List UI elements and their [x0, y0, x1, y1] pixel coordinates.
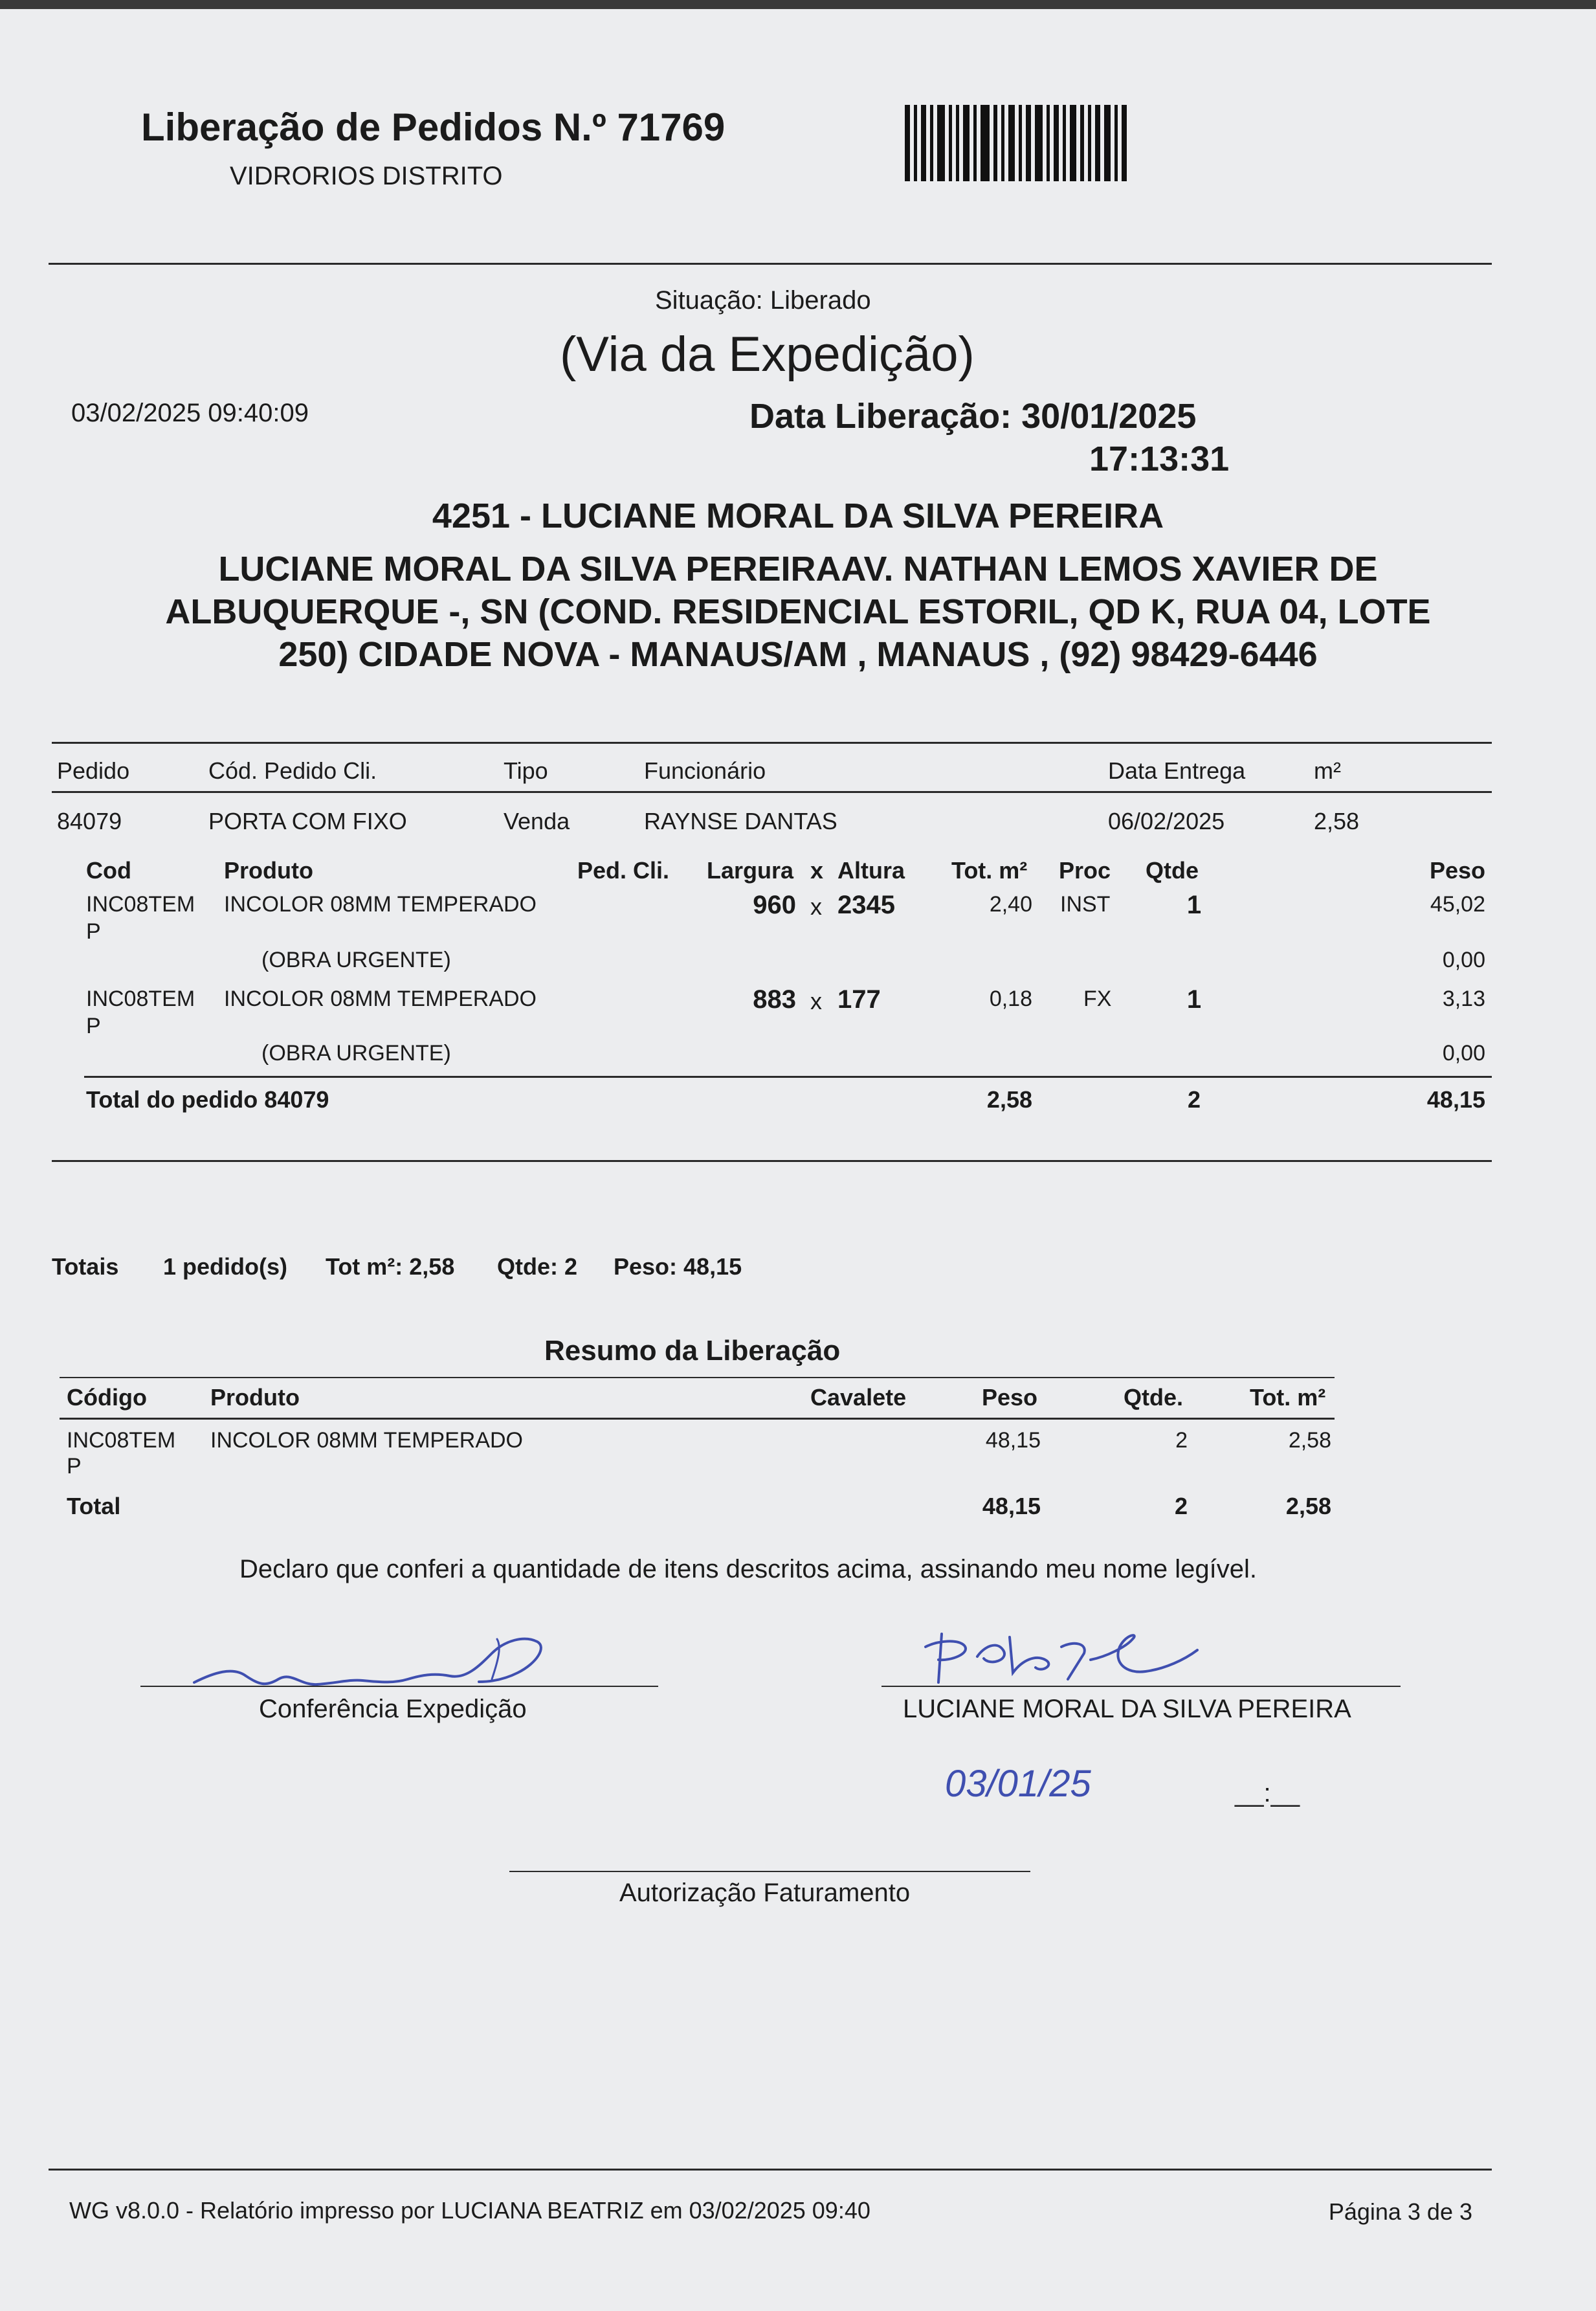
items-col-cod: Cod: [86, 857, 131, 884]
items-col-tot-m2: Tot. m²: [951, 857, 1028, 884]
summary-row-peso: 48,15: [985, 1428, 1041, 1453]
situation-label: Situação: Liberado: [655, 286, 871, 315]
summary-row-produto: INCOLOR 08MM TEMPERADO: [210, 1428, 524, 1453]
totals-peso: Peso: 48,15: [614, 1253, 742, 1280]
summary-row-qtde: 2: [1175, 1428, 1188, 1453]
order-total-m2: 2,58: [986, 1086, 1032, 1113]
item-2-produto: INCOLOR 08MM TEMPERADO: [224, 987, 537, 1011]
footer-page-number: Página 3 de 3: [1328, 2198, 1472, 2225]
item-2-x: x: [810, 988, 822, 1014]
items-col-proc: Proc: [1059, 857, 1111, 884]
copy-label: (Via da Expedição): [560, 327, 975, 382]
items-col-qtde: Qtde: [1146, 857, 1199, 884]
order-tipo: Venda: [504, 808, 570, 834]
items-col-largura: Largura: [707, 857, 794, 884]
totals-orders: 1 pedido(s): [163, 1253, 288, 1280]
items-col-x: x: [810, 857, 824, 884]
items-col-peso: Peso: [1429, 857, 1485, 884]
item-1-qtde: 1: [1186, 891, 1202, 919]
summary-row-codigo: INC08TEM: [67, 1428, 176, 1453]
document-page: [0, 9, 1596, 2311]
signature-label-right: LUCIANE MORAL DA SILVA PEREIRA: [903, 1695, 1351, 1723]
summary-col-cavalete: Cavalete: [810, 1384, 907, 1411]
item-2-peso: 3,13: [1442, 987, 1485, 1011]
item-2-note: (OBRA URGENTE): [261, 1041, 451, 1066]
col-cod-pedido-cli: Cód. Pedido Cli.: [208, 757, 377, 784]
item-1-proc: INST: [1060, 892, 1111, 917]
release-time: 17:13:31: [1089, 440, 1230, 478]
summary-header-line: [60, 1418, 1335, 1420]
item-2-cod: INC08TEM: [86, 987, 195, 1011]
item-2-cod-cont: P: [86, 1014, 101, 1038]
customer-address-line1: LUCIANE MORAL DA SILVA PEREIRAAV. NATHAN LEMOS XAVIER DE: [218, 550, 1378, 588]
company-name: VIDRORIOS DISTRITO: [230, 162, 503, 190]
item-1-cod: INC08TEM: [86, 892, 195, 917]
items-col-altura: Altura: [837, 857, 905, 884]
item-1-peso: 45,02: [1430, 892, 1485, 917]
summary-total-qtde: 2: [1174, 1493, 1188, 1519]
order-pedido: 84079: [57, 808, 122, 834]
order-total-qtde: 2: [1187, 1086, 1201, 1113]
items-col-ped-cli: Ped. Cli.: [577, 857, 670, 884]
summary-row-codigo-cont: P: [67, 1454, 82, 1479]
time-blank: __:__: [1235, 1779, 1300, 1807]
col-funcionario: Funcionário: [644, 757, 766, 784]
item-1-note: (OBRA URGENTE): [261, 948, 451, 972]
order-cod-pedido-cli: PORTA COM FIXO: [208, 808, 407, 834]
billing-line: [509, 1871, 1030, 1872]
summary-total-tot-m2: 2,58: [1285, 1493, 1331, 1519]
item-1-note-peso: 0,00: [1442, 948, 1485, 972]
col-pedido: Pedido: [57, 757, 130, 784]
summary-col-qtde: Qtde.: [1124, 1384, 1184, 1411]
item-2-tot-m2: 0,18: [989, 987, 1032, 1011]
col-data-entrega: Data Entrega: [1108, 757, 1246, 784]
order-data-entrega: 06/02/2025: [1108, 808, 1225, 834]
release-date: Data Liberação: 30/01/2025: [749, 397, 1197, 436]
barcode: [905, 105, 1158, 181]
summary-col-codigo: Código: [67, 1384, 147, 1411]
item-2-proc: FX: [1083, 987, 1112, 1011]
summary-col-peso: Peso: [982, 1384, 1038, 1411]
item-1-cod-cont: P: [86, 919, 101, 944]
items-col-produto: Produto: [224, 857, 313, 884]
summary-col-produto: Produto: [210, 1384, 300, 1411]
footer-line: [49, 2169, 1492, 2171]
col-tipo: Tipo: [504, 757, 548, 784]
order-section-end-line: [52, 1160, 1492, 1162]
order-table-header-line: [52, 791, 1492, 793]
order-total-peso: 48,15: [1426, 1086, 1485, 1113]
signature-label-left: Conferência Expedição: [259, 1695, 527, 1723]
summary-total-peso: 48,15: [982, 1493, 1041, 1519]
summary-title: Resumo da Liberação: [544, 1335, 841, 1367]
summary-col-tot-m2: Tot. m²: [1250, 1384, 1326, 1411]
order-funcionario: RAYNSE DANTAS: [644, 808, 837, 834]
totals-label: Totais: [52, 1253, 119, 1280]
item-2-largura: 883: [753, 985, 796, 1014]
item-1-x: x: [810, 893, 822, 920]
customer-name: 4251 - LUCIANE MORAL DA SILVA PEREIRA: [432, 497, 1164, 535]
document-title: Liberação de Pedidos N.º 71769: [141, 106, 726, 149]
billing-label: Autorização Faturamento: [619, 1879, 911, 1907]
item-2-note-peso: 0,00: [1442, 1041, 1485, 1066]
summary-total-label: Total: [67, 1493, 121, 1519]
item-1-altura: 2345: [837, 891, 895, 919]
totals-qtde: Qtde: 2: [497, 1253, 578, 1280]
item-2-qtde: 1: [1186, 985, 1202, 1014]
item-2-altura: 177: [837, 985, 881, 1014]
order-table-top-line: [52, 742, 1492, 744]
summary-top-line: [60, 1377, 1335, 1378]
order-m2: 2,58: [1314, 808, 1360, 834]
customer-address-line2: ALBUQUERQUE -, SN (COND. RESIDENCIAL ESTORIL, QD K, RUA 04, LOTE: [165, 592, 1431, 631]
totals-m2: Tot m²: 2,58: [326, 1253, 455, 1280]
header-divider: [49, 263, 1492, 265]
declaration-text: Declaro que conferi a quantidade de itens descritos acima, assinando meu nome legível.: [239, 1555, 1258, 1583]
col-m2: m²: [1314, 757, 1341, 784]
handwritten-date: 03/01/25: [945, 1763, 1091, 1805]
order-total-line: [84, 1076, 1492, 1078]
order-total-label: Total do pedido 84079: [86, 1086, 329, 1113]
item-1-produto: INCOLOR 08MM TEMPERADO: [224, 892, 537, 917]
item-1-tot-m2: 2,40: [989, 892, 1032, 917]
customer-address-line3: 250) CIDADE NOVA - MANAUS/AM , MANAUS , (92) 98429-6446: [278, 635, 1318, 674]
footer-print-info: WG v8.0.0 - Relatório impresso por LUCIANA BEATRIZ em 03/02/2025 09:40: [69, 2197, 870, 2224]
summary-row-tot-m2: 2,58: [1288, 1428, 1331, 1453]
item-1-largura: 960: [753, 891, 796, 919]
print-datetime: 03/02/2025 09:40:09: [71, 399, 309, 427]
